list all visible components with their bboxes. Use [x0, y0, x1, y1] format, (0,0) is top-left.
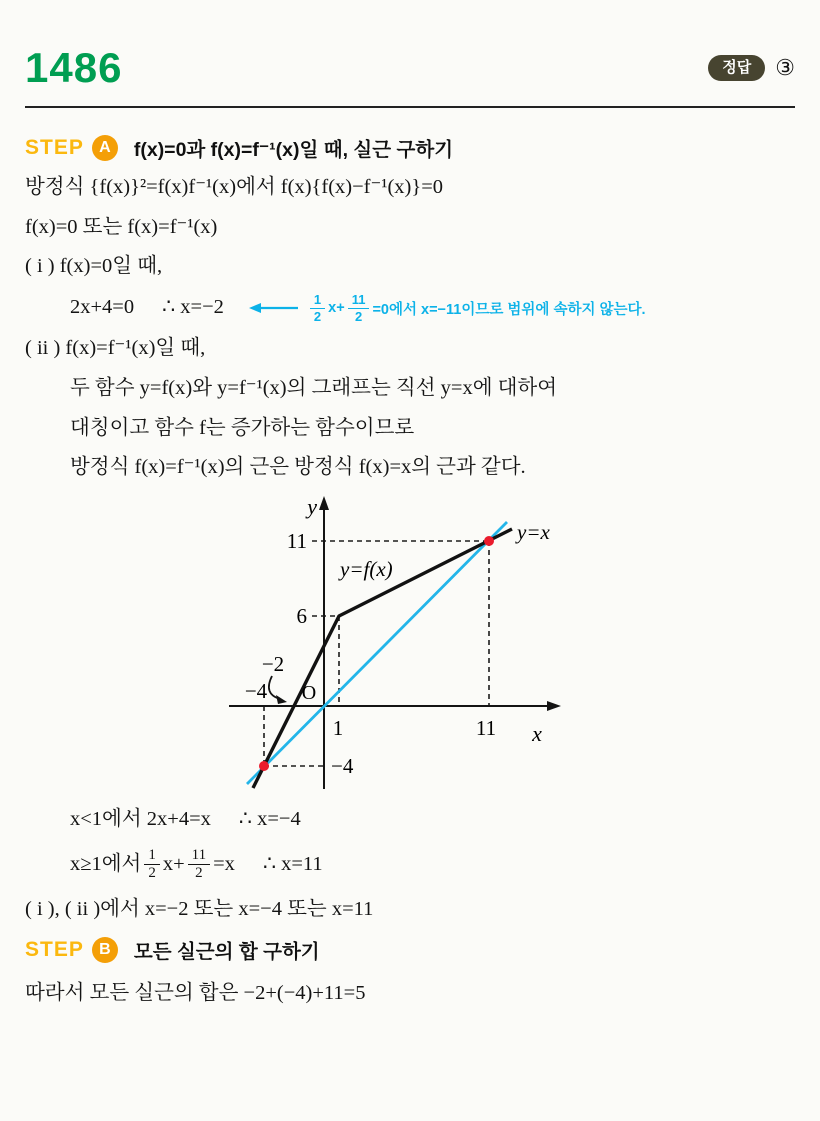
answer-badge: 정답 — [708, 55, 765, 81]
conclusion-line: ( i ), ( ii )에서 x=−2 또는 x=−4 또는 x=11 — [25, 898, 374, 921]
calc2-row — [25, 848, 795, 883]
x-tick-1: 1 — [332, 715, 344, 740]
y-tick-6: 6 — [296, 603, 307, 628]
header-divider — [25, 106, 795, 108]
case1-equation: 2x+4=0 — [70, 296, 135, 319]
case2-line: 대칭이고 함수 f는 증가하는 함수이므로 — [70, 416, 415, 439]
problem-number: 1486 — [25, 44, 123, 91]
final-answer-line: 따라서 모든 실근의 합은 −2+(−4)+11=5 — [25, 981, 366, 1004]
step-b-word: STEP — [25, 937, 84, 961]
step-b-heading — [25, 936, 795, 964]
side-note-text: $\frac{1}{2}$ x+ $\frac{11}{2}$ =0에서 x=−11이므로 범위에 속하지 않는다. — [307, 293, 646, 323]
y-axis-label: y — [307, 493, 317, 519]
pointer-arrowhead-icon — [276, 695, 287, 704]
calc1-equation: x<1에서 2x+4=x — [70, 807, 211, 830]
curve-label: y=f(x) — [340, 556, 393, 581]
side-note — [248, 293, 646, 323]
left-arrow-icon — [248, 301, 300, 315]
step-a-word: STEP — [25, 136, 84, 159]
pointer-arrow — [269, 676, 280, 699]
calc1-result: ∴ x=−4 — [238, 807, 301, 830]
case2-line: 방정식 f(x)=f⁻¹(x)의 근은 방정식 f(x)=x의 근과 같다. — [70, 456, 526, 479]
intersection-point — [259, 761, 269, 771]
intersection-point — [484, 536, 494, 546]
x-axis-arrow-icon — [547, 701, 561, 711]
identity-line-label: y=x — [517, 519, 550, 544]
equation-line: f(x)=0 또는 f(x)=f⁻¹(x) — [25, 215, 218, 238]
x-label-neg4: −4 — [244, 678, 268, 703]
answer-group — [708, 55, 795, 81]
case2-label: ( ii ) f(x)=f⁻¹(x)일 때, — [25, 337, 206, 360]
y-label-neg4: −4 — [331, 753, 354, 778]
graph-canvas — [159, 494, 621, 796]
calc2-equation: x≥1에서 $\frac{1}{2}$ x+ $\frac{11}{2}$ =x — [70, 846, 235, 882]
function-graph — [159, 494, 621, 796]
y-tick-11: 11 — [286, 528, 307, 553]
header — [25, 44, 795, 92]
origin-label: O — [301, 681, 317, 704]
x-axis-label: x — [532, 720, 542, 746]
case2-line: 두 함수 y=f(x)와 y=f⁻¹(x)의 그래프는 직선 y=x에 대하여 — [70, 376, 558, 399]
case1-equation-row — [25, 293, 795, 323]
step-a-title: f(x)=0과 f(x)=f⁻¹(x)일 때, 실근 구하기 — [133, 139, 454, 161]
step-b-badge-icon: B — [92, 937, 118, 963]
y-axis-arrow-icon — [319, 496, 329, 510]
x-tick-11: 11 — [475, 715, 497, 740]
step-a-heading — [25, 134, 795, 162]
case1-label: ( i ) f(x)=0일 때, — [25, 255, 163, 278]
x-intercept-label: −2 — [261, 651, 285, 676]
calc2-result: ∴ x=11 — [262, 853, 323, 876]
equation-line: 방정식 {f(x)}²=f(x)f⁻¹(x)에서 f(x){f(x)−f⁻¹(x)}=0 — [25, 176, 444, 198]
step-a-badge-icon: A — [92, 135, 118, 161]
step-b-title: 모든 실근의 합 구하기 — [133, 940, 320, 963]
axes — [229, 506, 551, 789]
answer-choice: ③ — [775, 55, 795, 80]
case1-result: ∴ x=−2 — [162, 296, 224, 319]
calc1-row — [25, 806, 795, 834]
